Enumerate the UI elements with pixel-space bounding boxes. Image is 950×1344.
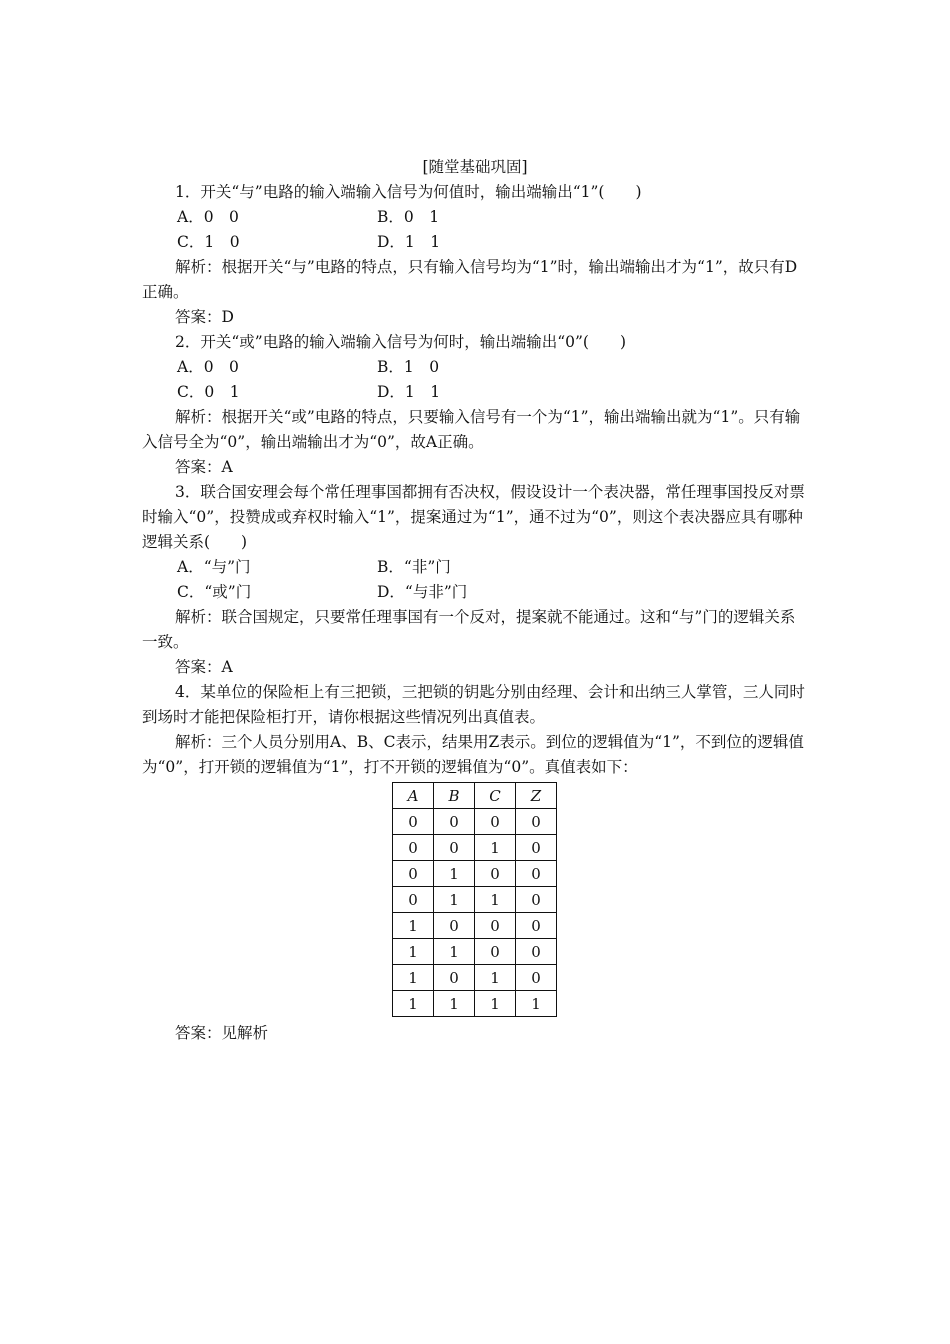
truth-table-header: C [475, 783, 516, 809]
table-row [393, 887, 557, 913]
q3-options-row-2 [142, 580, 808, 605]
q3-analysis: 解析：联合国规定，只要常任理事国有一个反对，提案就不能通过。这和“与”门的逻辑关系一致。 [142, 608, 796, 651]
q2-option-d: D．1 1 [377, 383, 441, 401]
document-body [142, 155, 808, 1062]
table-cell: 0 [516, 965, 557, 991]
table-cell: 0 [475, 913, 516, 939]
table-cell: 0 [516, 835, 557, 861]
table-cell: 0 [516, 861, 557, 887]
table-row [393, 835, 557, 861]
truth-table-header: Z [516, 783, 557, 809]
table-cell: 1 [393, 991, 434, 1017]
table-cell: 0 [475, 939, 516, 965]
table-cell: 0 [475, 809, 516, 835]
table-row [393, 861, 557, 887]
table-cell: 0 [516, 887, 557, 913]
q3-stem: 3．联合国安理会每个常任理事国都拥有否决权，假设设计一个表决器，常任理事国投反对票时输入“0”，投赞成或弃权时输入“1”，提案通过为“1”，通不过为“0”，则这个表决器应具有哪种逻辑关系( ) [142, 483, 805, 551]
table-cell: 0 [516, 809, 557, 835]
q1-analysis: 解析：根据开关“与”电路的特点，只有输入信号均为“1”时，输出端输出才为“1”，故只有D正确。 [142, 258, 798, 301]
table-cell: 1 [434, 991, 475, 1017]
q1-options-row-2 [142, 230, 808, 255]
q3-option-d: D．“与非”门 [377, 583, 468, 601]
table-cell: 0 [475, 861, 516, 887]
section-title: [随堂基础巩固] [422, 158, 528, 176]
table-cell: 1 [475, 835, 516, 861]
table-cell: 1 [516, 991, 557, 1017]
q2-stem: 2．开关“或”电路的输入端输入信号为何时，输出端输出“0”( ) [175, 333, 627, 351]
q2-option-b: B．1 0 [377, 358, 440, 376]
table-row [393, 965, 557, 991]
table-cell: 0 [393, 835, 434, 861]
table-row [393, 809, 557, 835]
q4-stem: 4．某单位的保险柜上有三把锁，三把锁的钥匙分别由经理、会计和出纳三人掌管，三人同时到场时才能把保险柜打开，请你根据这些情况列出真值表。 [142, 683, 805, 726]
table-cell: 1 [393, 965, 434, 991]
table-cell: 1 [475, 887, 516, 913]
table-cell: 1 [434, 887, 475, 913]
table-cell: 1 [434, 939, 475, 965]
table-cell: 0 [516, 913, 557, 939]
q3-answer: 答案：A [175, 658, 233, 676]
truth-table-header: B [434, 783, 475, 809]
table-cell: 1 [393, 939, 434, 965]
q2-option-c: C．0 1 [177, 383, 240, 401]
q2-options-row-1 [142, 355, 808, 380]
q2-options-row-2 [142, 380, 808, 405]
q3-option-c: C．“或”门 [177, 583, 252, 601]
truth-table [392, 782, 557, 1017]
table-row [393, 991, 557, 1017]
q1-answer: 答案：D [175, 308, 234, 326]
q2-option-a: A．0 0 [177, 358, 239, 376]
table-cell: 0 [516, 939, 557, 965]
q2-analysis: 解析：根据开关“或”电路的特点，只要输入信号有一个为“1”，输出端输出就为“1”。只有输入信号全为“0”，输出端输出才为“0”，故A正确。 [142, 408, 801, 451]
table-cell: 0 [434, 913, 475, 939]
q3-option-a: A．“与”门 [177, 558, 251, 576]
q1-stem: 1．开关“与”电路的输入端输入信号为何值时，输出端输出“1”( ) [175, 183, 642, 201]
table-cell: 1 [475, 991, 516, 1017]
table-cell: 1 [393, 913, 434, 939]
q1-option-a: A．0 0 [177, 208, 239, 226]
q1-options-row-1 [142, 205, 808, 230]
table-cell: 0 [393, 861, 434, 887]
truth-table-header-row [393, 783, 557, 809]
table-cell: 0 [393, 809, 434, 835]
table-row [393, 913, 557, 939]
q2-answer: 答案：A [175, 458, 233, 476]
table-cell: 1 [475, 965, 516, 991]
q3-option-b: B．“非”门 [377, 558, 451, 576]
table-cell: 0 [393, 887, 434, 913]
q1-option-b: B．0 1 [377, 208, 440, 226]
table-cell: 0 [434, 835, 475, 861]
q1-option-d: D．1 1 [377, 233, 441, 251]
q1-option-c: C．1 0 [177, 233, 240, 251]
q4-analysis: 解析：三个人员分别用A、B、C表示，结果用Z表示。到位的逻辑值为“1”，不到位的逻辑值为“0”，打开锁的逻辑值为“1”，打不开锁的逻辑值为“0”。真值表如下： [142, 733, 804, 776]
table-cell: 0 [434, 965, 475, 991]
q4-answer: 答案：见解析 [175, 1024, 269, 1042]
table-row [393, 939, 557, 965]
table-cell: 1 [434, 861, 475, 887]
table-cell: 0 [434, 809, 475, 835]
q3-options-row-1 [142, 555, 808, 580]
truth-table-header: A [393, 783, 434, 809]
